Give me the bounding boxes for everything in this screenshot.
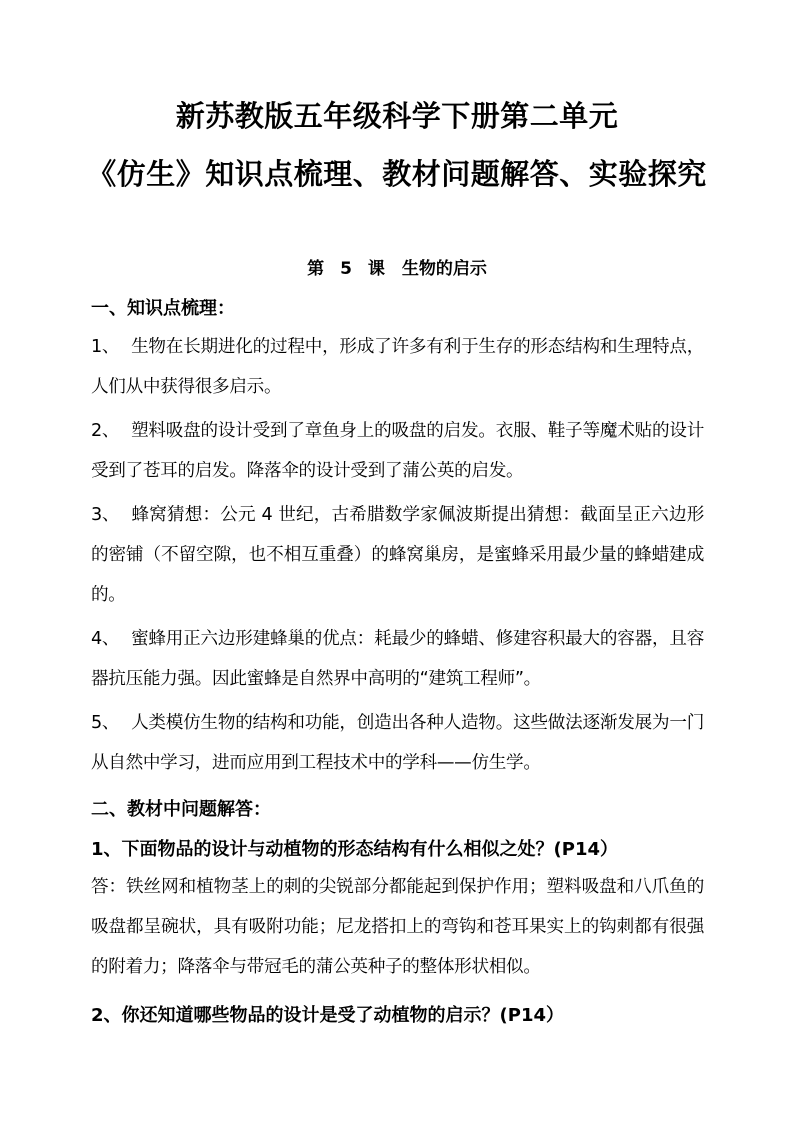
question-1: 1、下面物品的设计与动植物的形态结构有什么相似之处？(P14） (91, 839, 618, 860)
knowledge-item-number: 2、 (91, 421, 120, 441)
question-2: 2、你还知道哪些物品的设计是受了动植物的启示？(P14） (91, 1005, 564, 1026)
knowledge-item-1 (91, 327, 704, 407)
knowledge-item-3 (91, 495, 704, 615)
document-title-line2: 《仿生》知识点梳理、教材问题解答、实验探究 (87, 157, 707, 191)
knowledge-item-2 (91, 411, 704, 491)
knowledge-item-text: 生物在长期进化的过程中，形成了许多有利于生存的形态结构和生理特点，人们从中获得很多启示。 (91, 337, 704, 397)
knowledge-item-number: 4、 (91, 629, 120, 649)
knowledge-item-text: 蜜蜂用正六边形建蜂巢的优点：耗最少的蜂蜡、修建容积最大的容器，且容器抗压能力强。因此蜜蜂是自然界中高明的“建筑工程师”。 (91, 629, 704, 689)
document-title-line1: 新苏教版五年级科学下册第二单元 (175, 99, 619, 133)
knowledge-item-number: 1、 (91, 337, 120, 357)
knowledge-item-text: 塑料吸盘的设计受到了章鱼身上的吸盘的启发。衣服、鞋子等魔术贴的设计受到了苍耳的启发。降落伞的设计受到了蒲公英的启发。 (91, 421, 704, 481)
lesson-title: 第 5 课 生物的启示 (307, 259, 487, 279)
section1-heading: 一、知识点梳理： (91, 298, 235, 319)
answer-1: 答：铁丝网和植物茎上的刺的尖锐部分都能起到保护作用；塑料吸盘和八爪鱼的吸盘都呈碗状，具有吸附功能；尼龙搭扣上的弯钩和苍耳果实上的钩刺都有很强的附着力；降落伞与带冠毛的蒲公英种子的整体形状相似。 (91, 877, 704, 977)
section2-heading: 二、教材中问题解答： (91, 799, 271, 820)
knowledge-item-text: 蜂窝猜想：公元 4 世纪，古希腊数学家佩波斯提出猜想：截面呈正六边形的密铺（不留空隙，也不相互重叠）的蜂窝巢房，是蜜蜂采用最少量的蜂蜡建成的。 (91, 505, 704, 605)
knowledge-item-text: 人类模仿生物的结构和功能，创造出各种人造物。这些做法逐渐发展为一门从自然中学习，进而应用到工程技术中的学科——仿生学。 (91, 713, 704, 773)
knowledge-item-number: 3、 (91, 505, 120, 525)
knowledge-item-4 (91, 619, 704, 699)
knowledge-item-5 (91, 703, 704, 783)
knowledge-item-number: 5、 (91, 713, 120, 733)
